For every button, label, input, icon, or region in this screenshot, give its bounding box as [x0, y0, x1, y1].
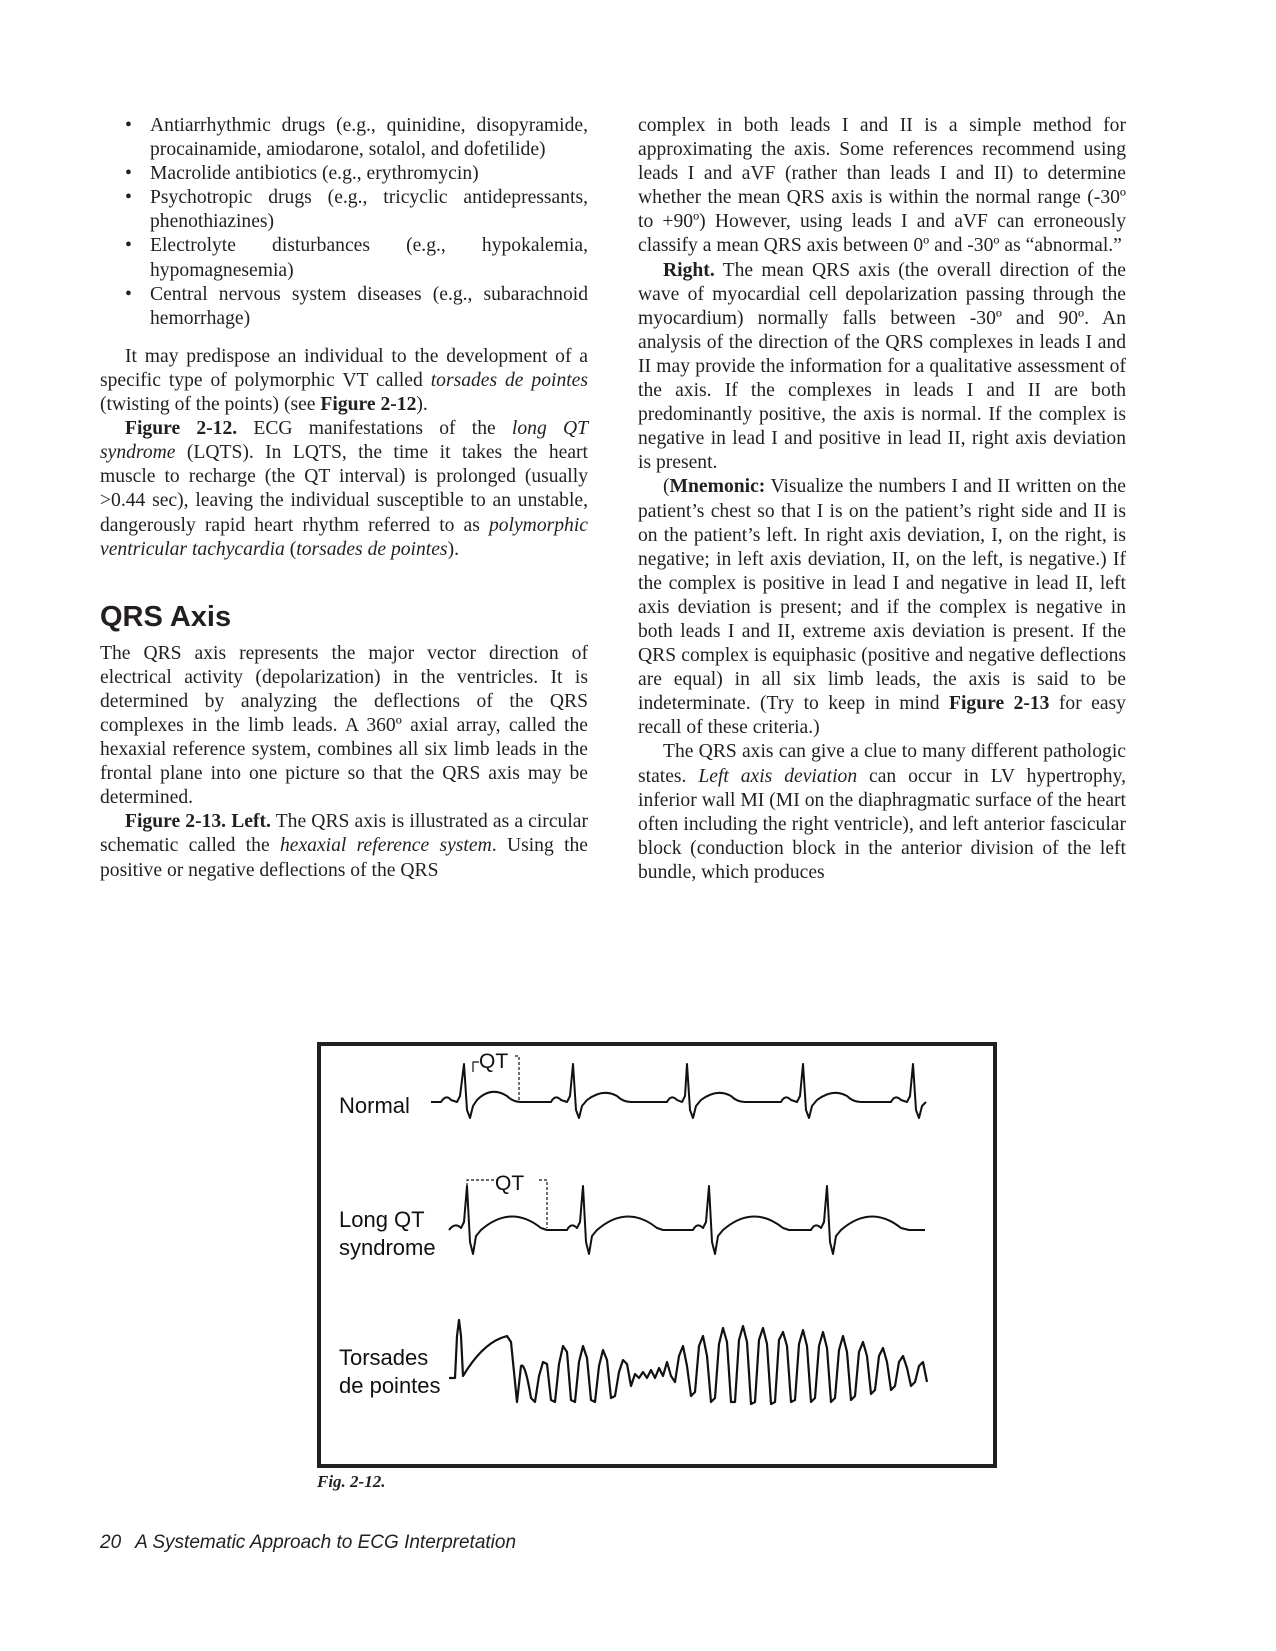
paragraph-torsades: It may predispose an individual to the development of a specific type of polymorphic VT called torsades de pointes (twisting of the points) (see Figure 2-12).: [100, 345, 589, 416]
paragraph-figure-2-12: Figure 2-12. ECG manifestations of the long QT syndrome (LQTS). In LQTS, the time it takes the heart muscle to recharge (the QT interval) is prolonged (usually >0.44 sec), leaving the individual susceptible to an unstable, dangerously rapid heart rhythm referred to as polymorphic ventricular tachycardia (torsades de pointes).: [100, 418, 589, 560]
ecg-figure: [317, 1042, 997, 1468]
risk-factor-list: [100, 114, 588, 331]
left-column: [100, 114, 588, 883]
row-label-torsades: Torsades: [339, 1345, 429, 1370]
list-item: • Macrolide antibiotics (e.g., erythromycin): [100, 162, 588, 186]
row-label-torsades-2: de pointes: [339, 1373, 441, 1398]
list-item: • Antiarrhythmic drugs (e.g., quinidine, disopyramide, procainamide, amiodarone, sotalol, and dofetilide): [100, 114, 588, 162]
paragraph-figure-2-13-left: Figure 2-13. Left. The QRS axis is illustrated as a circular schematic called the hexaxial reference system. Using the positive or negative deflections of the QRS: [100, 811, 589, 881]
right-column: [638, 114, 1126, 885]
section-heading: QRS Axis: [100, 600, 232, 633]
qt-annotation-normal: QT: [479, 1050, 509, 1073]
page-footer: [100, 1532, 516, 1554]
paragraph-pathologic-states: The QRS axis can give a clue to many different pathologic states. Left axis deviation can occur in LV hypertrophy, inferior wall MI (MI on the diaphragmatic surface of the heart often including the right ventricle), and left anterior fascicular block (conduction block in the anterior division of the left bundle, which produces: [638, 741, 1126, 883]
figure-caption: Fig. 2-12.: [317, 1472, 386, 1491]
paragraph-mnemonic: (Mnemonic: Visualize the numbers I and II written on the patient’s chest so that I is on the patient’s right side and II is on the patient’s left. In right axis deviation, I, on the right, is negative; in left axis deviation, II, on the left, is negative.) If the complex is positive in lead I and negative in lead II, left axis deviation is present; and if the complex is negative in both leads I and II, extreme axis deviation is present. If the QRS complex is equiphasic (positive and negative deflections are equal) in all six limb leads, the axis is said to be indeterminate. (Try to keep in mind Figure 2-13 for easy recall of these criteria.): [638, 476, 1126, 739]
running-title: A Systematic Approach to ECG Interpretation: [135, 1532, 517, 1553]
ecg-traces: [321, 1046, 993, 1464]
row-label-normal: Normal: [339, 1093, 410, 1118]
row-label-long-qt-2: syndrome: [339, 1235, 436, 1260]
qt-annotation-long: QT: [495, 1172, 525, 1195]
paragraph-figure-2-13-right: Right. The mean QRS axis (the overall direction of the wave of myocardial cell depolarization passing through the myocardium) normally falls between -30º and 90º. An analysis of the direction of the QRS complexes in leads I and II may provide the information for a qualitative assessment of the axis. If the complexes in leads I and II are both predominantly positive, the axis is normal. If the complex is negative in lead I and positive in lead II, right axis deviation is present.: [638, 259, 1126, 474]
paragraph-qrs-axis-intro: The QRS axis represents the major vector direction of electrical activity (depolarization) in the ventricles. It is determined by analyzing the deflections of the QRS complexes in the limb leads. A 360º axial array, called the hexaxial reference system, combines all six limb leads in the frontal plane into one picture so that the QRS axis may be determined.: [100, 642, 588, 809]
list-item: • Psychotropic drugs (e.g., tricyclic antidepressants, phenothiazines): [100, 186, 588, 234]
list-item: • Central nervous system diseases (e.g., subarachnoid hemorrhage): [100, 283, 588, 331]
paragraph-axis-method: complex in both leads I and II is a simple method for approximating the axis. Some references recommend using leads I and aVF (rather than leads I and II) to determine whether the mean QRS axis is within the normal range (-30º to +90º) However, using leads I and aVF can erroneously classify a mean QRS axis between 0º and -30º as “abnormal.”: [638, 115, 1126, 257]
list-item: • Electrolyte disturbances (e.g., hypokalemia, hypomagnesemia): [100, 234, 588, 282]
figure-reference-link: Figure 2-13: [949, 693, 1050, 715]
row-label-long-qt: Long QT: [339, 1207, 425, 1232]
figure-reference-link: Figure 2-12: [320, 394, 417, 416]
page-number: 20: [100, 1532, 122, 1553]
